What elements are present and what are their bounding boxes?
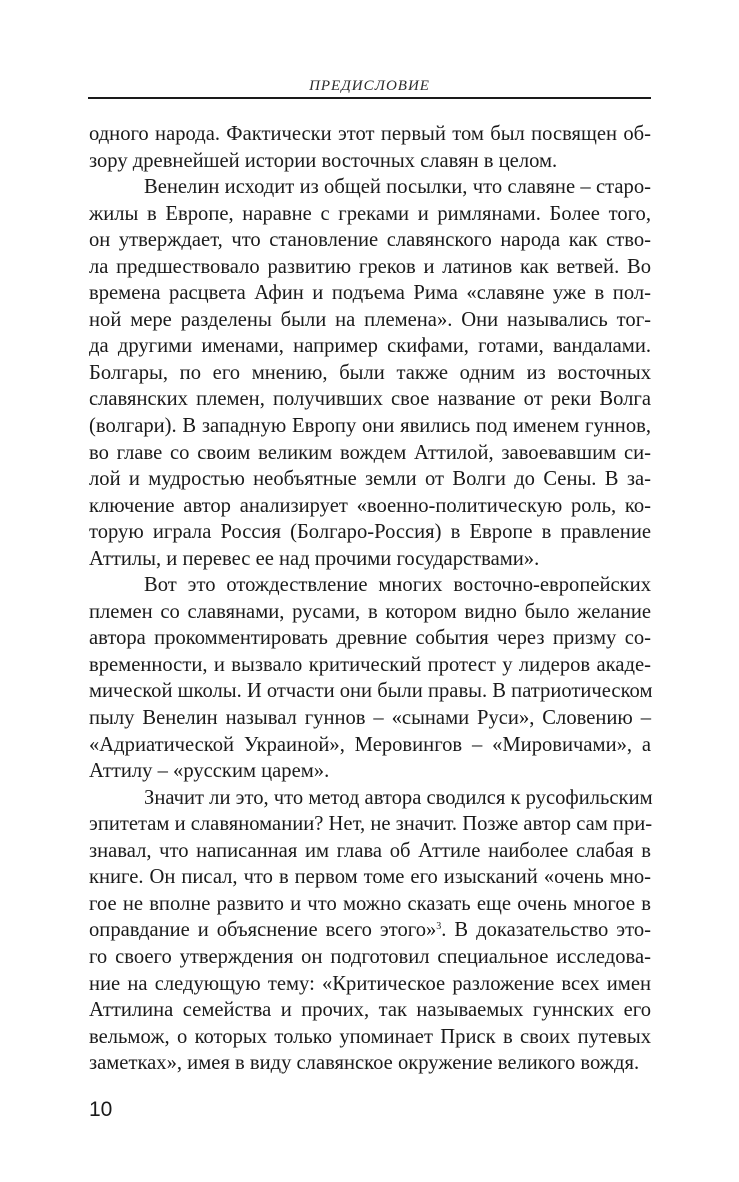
text-line: Болгары, по его мнению, были также одним из восточных bbox=[89, 361, 651, 384]
text-line: мической школы. И отчасти они были правы. В патриотическом bbox=[89, 680, 653, 703]
text-line: го своего утверждения он подготовил специальное исследова- bbox=[89, 945, 651, 968]
text-line: он утверждает, что становление славянского народа как ство- bbox=[89, 229, 651, 252]
text-line: автора прокомментировать древние события через призму со- bbox=[89, 627, 651, 650]
text-line: Аттилу – «русским царем». bbox=[89, 760, 330, 783]
text-line: вельмож, о которых только упоминает Приск в своих путевых bbox=[89, 1025, 651, 1048]
text-line: Венелин исходит из общей посылки, что славяне – старо- bbox=[144, 176, 651, 199]
paragraph bbox=[89, 121, 651, 174]
text-line: Вот это отождествление многих восточно-европейских bbox=[144, 574, 651, 597]
text-line: одного народа. Фактически этот первый том был посвящен об- bbox=[89, 123, 651, 145]
paragraph bbox=[89, 174, 651, 572]
text-line: славянских племен, получивших свое название от реки Волга bbox=[89, 388, 651, 411]
text-line: ла предшествовало развитию греков и латинов как ветвей. Во bbox=[89, 255, 651, 278]
running-head-title: ПРЕДИСЛОВИЕ bbox=[309, 78, 430, 94]
text-line: ной мере разделены были на племена». Они назывались тог- bbox=[89, 308, 651, 331]
text-line: ние на следующую тему: «Критическое разложение всех имен bbox=[89, 972, 651, 995]
text-line: знавал, что написанная им глава об Аттиле наиболее слабая в bbox=[89, 839, 651, 862]
text-line: пылу Венелин называл гуннов – «сынами Руси», Словению – bbox=[89, 707, 651, 730]
header-rule bbox=[88, 97, 651, 99]
text-line: зору древнейшей истории восточных славян в целом. bbox=[89, 149, 558, 172]
text-line: Аттилы, и перевес ее над прочими государствами». bbox=[89, 547, 540, 570]
text-line: да другими именами, например скифами, готами, вандалами. bbox=[89, 335, 651, 358]
text-line: ключение автор анализирует «военно-политическую роль, ко- bbox=[89, 494, 651, 517]
text-line: лой и мудростью необъятные земли от Волги до Сены. В за- bbox=[89, 468, 651, 491]
text-line: торую играла Россия (Болгаро-Россия) в Европе в правление bbox=[89, 521, 651, 544]
paragraph bbox=[89, 785, 651, 1077]
text-line: племен со славянами, русами, в котором видно было желание bbox=[89, 600, 651, 623]
page-number: 10 bbox=[89, 1098, 113, 1121]
text-line: Аттилина семейства и прочих, так называемых гуннских его bbox=[89, 999, 651, 1022]
text-line: «Адриатической Украиной», Меровингов – «Мировичами», а bbox=[89, 733, 651, 756]
text-line: Значит ли это, что метод автора сводился к русофильским bbox=[144, 786, 653, 809]
text-line: во главе со своим великим вождем Аттилой, завоевавшим си- bbox=[89, 441, 651, 464]
text-line: заметках», имея в виду славянское окружение великого вождя. bbox=[89, 1052, 640, 1075]
text-fragment: оправдание и объяснение всего этого» bbox=[89, 919, 437, 942]
text-line: книге. Он писал, что в первом томе его изысканий «очень мно- bbox=[89, 866, 651, 889]
text-line: гое не вполне развито и что можно сказать еще очень многое в bbox=[89, 892, 651, 915]
text-line-with-footnote bbox=[89, 917, 651, 944]
footnote-ref: 3 bbox=[436, 921, 442, 933]
text-line: жилы в Европе, наравне с греками и римлянами. Более того, bbox=[89, 202, 651, 225]
text-fragment: . В доказательство это- bbox=[441, 919, 651, 942]
text-line: временности, и вызвало критический протест у лидеров акаде- bbox=[89, 653, 651, 676]
text-line: (волгари). В западную Европу они явились под именем гуннов, bbox=[89, 415, 651, 438]
text-line: эпитетам и славяномании? Нет, не значит. Позже автор сам при- bbox=[89, 813, 653, 836]
body-text bbox=[89, 121, 651, 1077]
paragraph bbox=[89, 572, 651, 784]
text-line: времена расцвета Афин и подъема Рима «славяне уже в пол- bbox=[89, 282, 651, 305]
